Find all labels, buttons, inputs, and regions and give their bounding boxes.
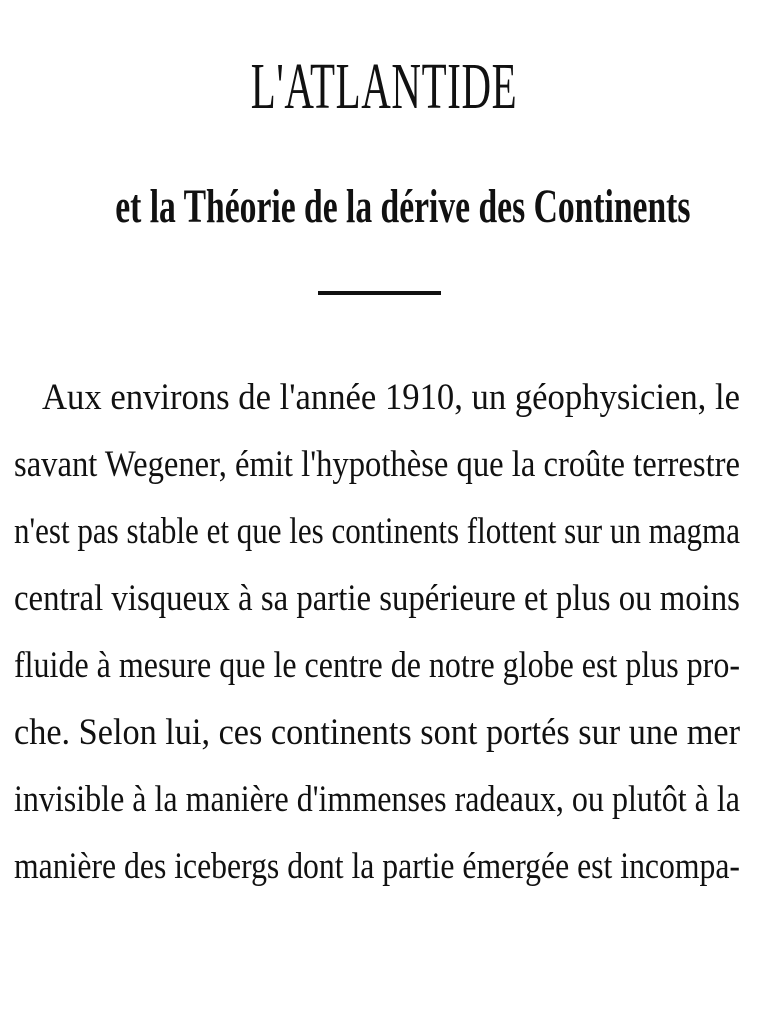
title-divider [318,291,441,295]
paragraph-line [14,364,740,431]
document-subtitle: et la Théorie de la dérive des Continents [115,180,691,233]
paragraph-line [14,766,740,833]
paragraph-line-text: manière des icebergs dont la partie émergée est incompa- [14,846,740,887]
paragraph-line-text: savant Wegener, émit l'hypothèse que la croûte terrestre [14,444,741,485]
paragraph-line-text: che. Selon lui, ces continents sont portés sur une mer [14,712,741,753]
body-paragraph [14,364,740,900]
paragraph-line-text: n'est pas stable et que les continents flottent sur un magma [14,511,740,552]
paragraph-line [14,699,740,766]
paragraph-line [14,833,740,900]
paragraph-line-text: Aux environs de l'année 1910, un géophysicien, le [42,377,740,418]
document-title: L'ATLANTIDE [250,50,518,123]
paragraph-line-text: central visqueux à sa partie supérieure et plus ou moins [14,578,740,619]
paragraph-line-text: invisible à la manière d'immenses radeaux, ou plutôt à la [14,779,741,820]
paragraph-line-text: fluide à mesure que le centre de notre globe est plus pro- [14,645,740,686]
paragraph-line [14,632,740,699]
paragraph-line [14,565,740,632]
paragraph-line [14,431,740,498]
paragraph-line [14,498,740,565]
